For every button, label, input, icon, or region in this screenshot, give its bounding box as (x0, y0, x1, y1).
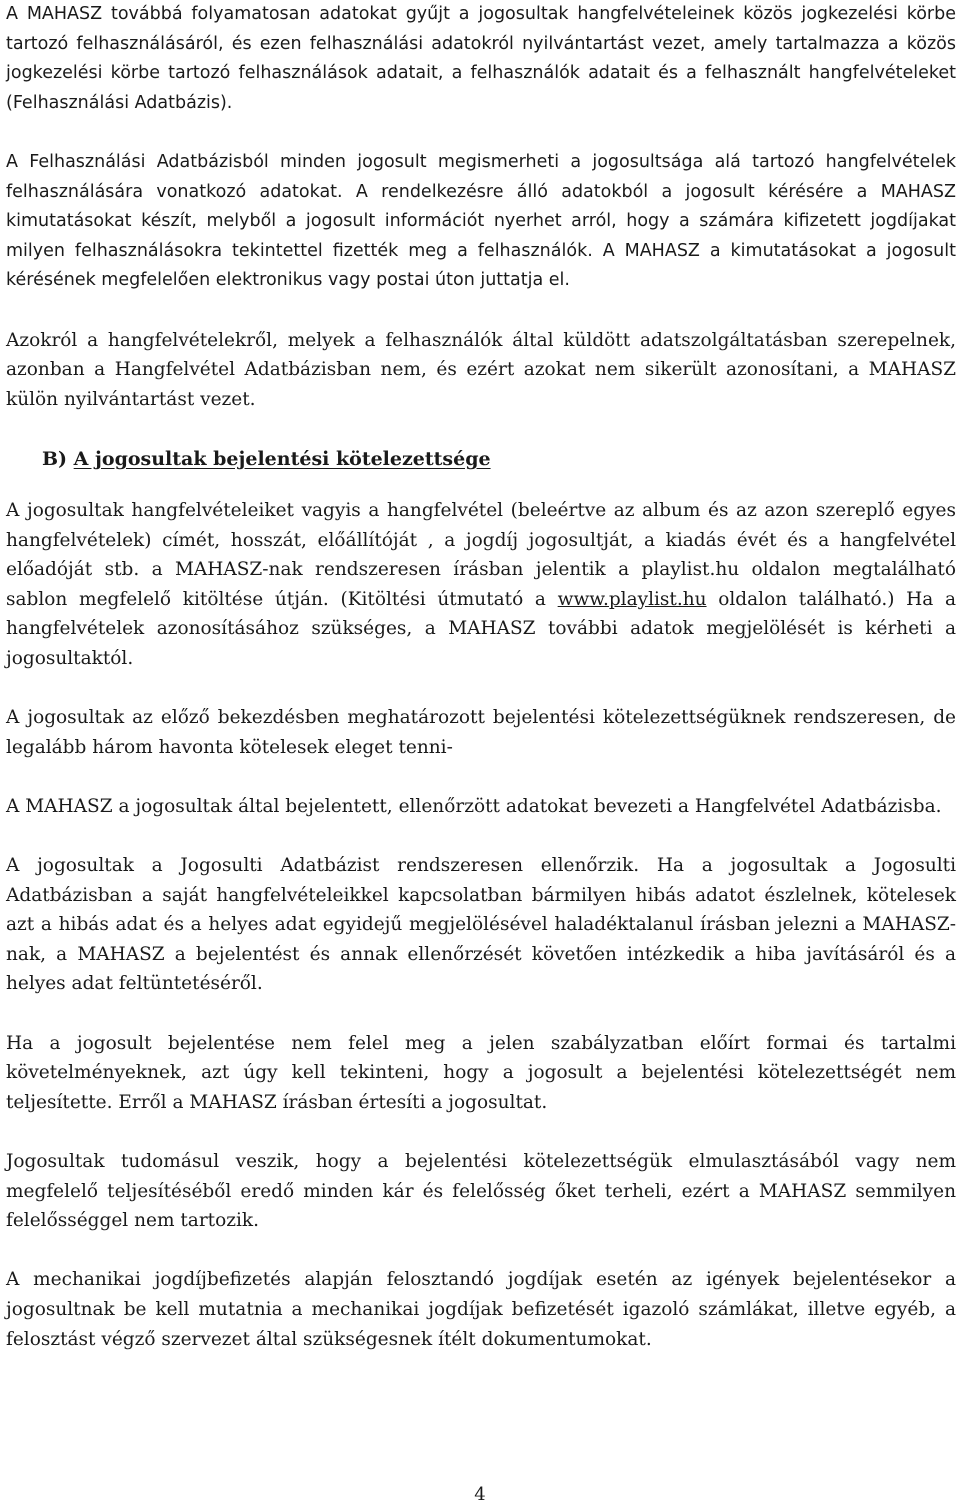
paragraph-mechanical-royalties: A mechanikai jogdíjbefizetés alapján felosztandó jogdíjak esetén az igények bejelentésekor a jogosultnak be kell mutatnia a mechanikai jogdíjak befizetését igazoló számlákat, illetve egyéb, a felosztást végző szervezet által szükségesnek ítélt dokumentumokat. (6, 1269, 956, 1350)
paragraph-nonconforming-report: Ha a jogosult bejelentése nem felel meg a jelen szabályzatban előírt formai és tartalmi követelményeknek, azt úgy kell tekinteni, hogy a jogosult a bejelentési kötelezettségét nem teljesítette. Erről a MAHASZ írásban értesíti a jogosultat. (6, 1032, 956, 1113)
section-heading-prefix: B) (42, 447, 74, 470)
paragraph-reporting-frequency: A jogosultak az előző bekezdésben meghatározott bejelentési kötelezettségüknek rendszeresen, de legalább három havonta kötelesek eleget tenni- (6, 707, 956, 758)
paragraph-database-check: A jogosultak a Jogosulti Adatbázist rendszeresen ellenőrzik. Ha a jogosultak a Jogosulti Adatbázisban a saját hangfelvételeikkel kapcsolatban bármilyen hibás adatot észlelnek, kötelesek azt a hibás adat és a helyes adat egyidejű megjelölésével haladéktalanul írásban jelezni a MAHASZ-nak, a MAHASZ a bejelentést és annak ellenőrzését követően intézkedik a hiba javításáról és a helyes adat feltüntetéséről. (6, 855, 956, 995)
document-page (6, 0, 956, 1354)
paragraph-reporting-text-b: oldalon található.) Ha a hangfelvételek azonosításához szükséges, a MAHASZ további adatok megjelölését is kérheti a jogosultaktól. (6, 588, 956, 669)
playlist-link[interactable]: www.playlist.hu (557, 588, 707, 610)
page-number: 4 (474, 1484, 486, 1505)
paragraph-reporting-obligation (6, 496, 956, 674)
paragraph-reporting-text-a: A jogosultak hangfelvételeiket vagyis a hangfelvétel (beleértve az album és az azon szereplő egyes hangfelvételek) címét, hosszát, előállítóját , a jogdíj jogosultját, a kiadás évét és a hangfelvétel előadóját stb. a MAHASZ-nak rendszeresen írásban jelentik a playlist.hu oldalon megtalálható sablon megfelelő kitöltése útján. (Kitöltési útmutató a (6, 499, 956, 610)
paragraph-liability: Jogosultak tudomásul veszik, hogy a bejelentési kötelezettségük elmulasztásából vagy nem megfelelő teljesítéséből eredő minden kár és felelősség őket terheli, ezért a MAHASZ semmilyen felelősséggel nem tartozik. (6, 1150, 956, 1232)
paragraph-database-entry: A MAHASZ a jogosultak által bejelentett, ellenőrzött adatokat bevezeti a Hangfelvétel Adatbázisba. (6, 795, 942, 817)
paragraph-usage-database-access: A Felhasználási Adatbázisból minden jogosult megismerheti a jogosultsága alá tartozó hangfelvételek felhasználására vonatkozó adatokat. A rendelkezésre álló adatokból a jogosult kérésére a MAHASZ kimutatásokat készít, melyből a jogosult információt nyerhet arról, hogy a számára kifizetett jogdíjakat milyen felhasználásokra tekintettel fizették meg a felhasználók. A MAHASZ a kimutatásokat a jogosult kérésének megfelelően elektronikus vagy postai úton juttatja el. (6, 151, 956, 291)
paragraph-unidentified-recordings: Azokról a hangfelvételekről, melyek a felhasználók által küldött adatszolgáltatásban szerepelnek, azonban a Hangfelvétel Adatbázisban nem, és ezért azokat nem sikerült azonosítani, a MAHASZ külön nyilvántartást vezet. (6, 329, 956, 410)
section-heading (42, 444, 956, 474)
paragraph-usage-data-collection: A MAHASZ továbbá folyamatosan adatokat gyűjt a jogosultak hangfelvételeinek közös jogkezelési körbe tartozó felhasználásáról, és ezen felhasználási adatokról nyilvántartást vezet, amely tartalmazza a közös jogkezelési körbe tartozó felhasználások adatait, a felhasználók adatait és a felhasznált hangfelvételeket (Felhasználási Adatbázis). (6, 4, 956, 113)
section-heading-text: A jogosultak bejelentési kötelezettsége (73, 447, 491, 470)
